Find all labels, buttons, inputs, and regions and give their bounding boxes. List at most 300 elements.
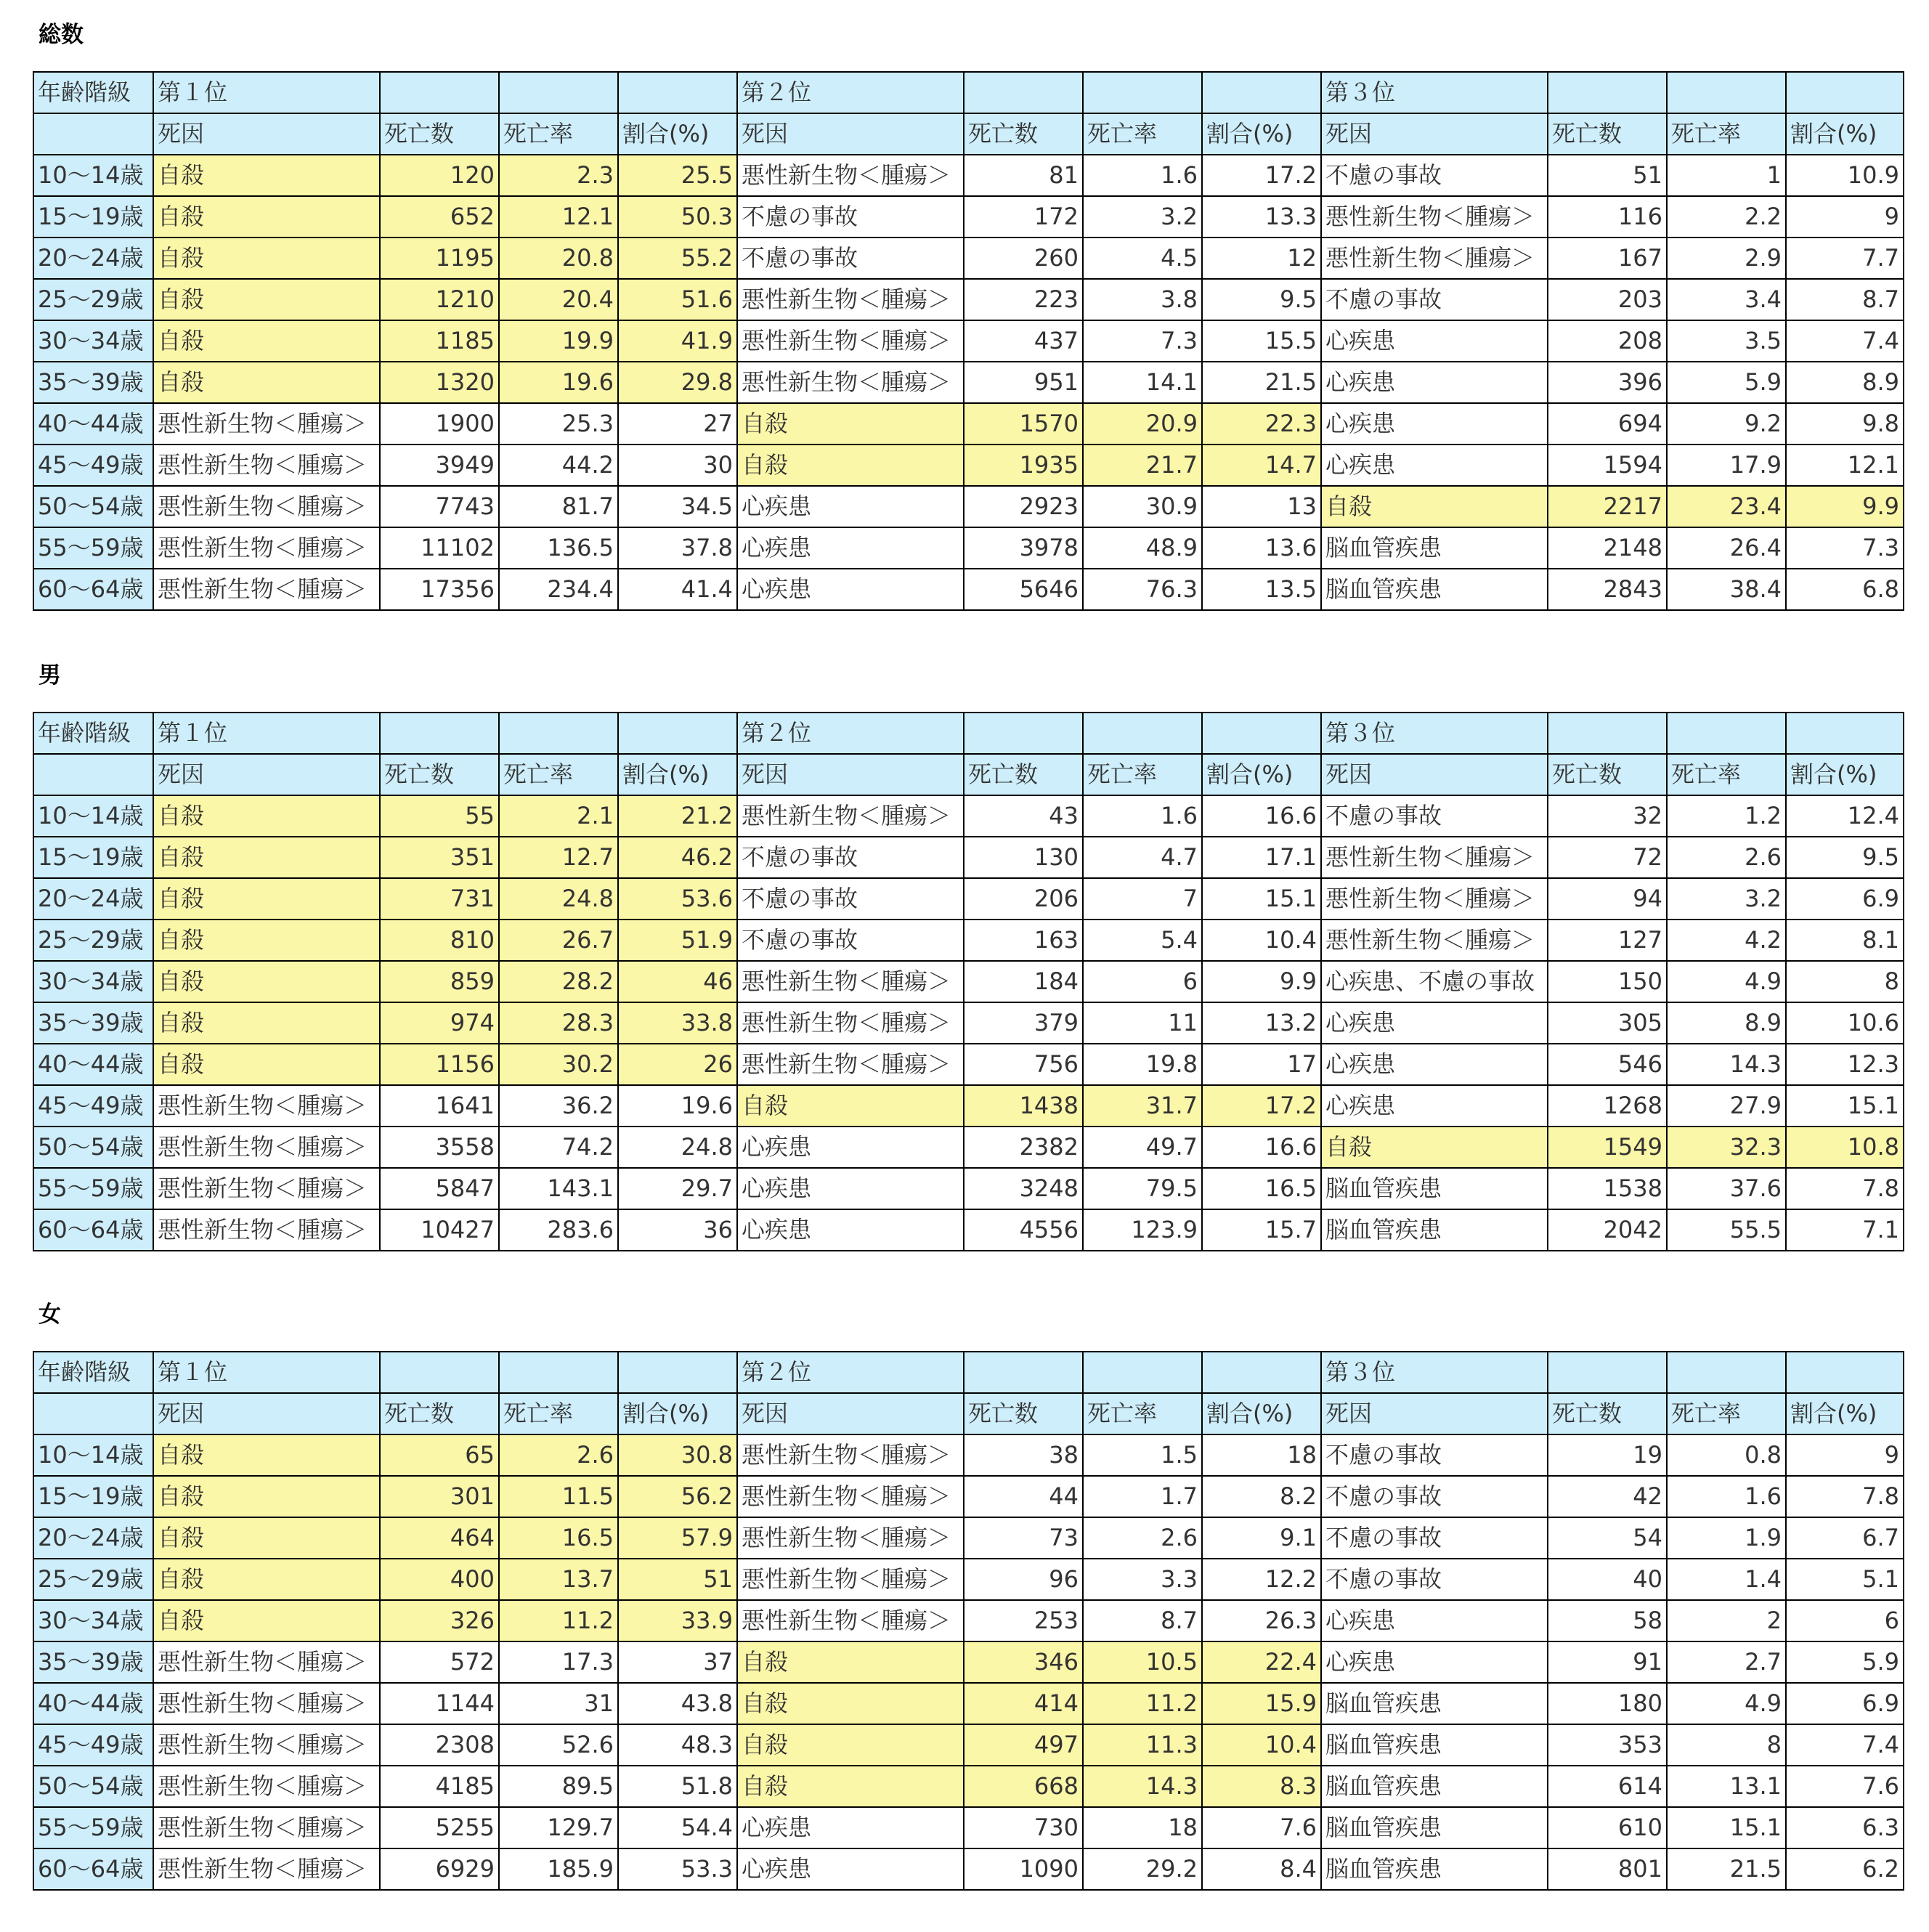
deaths-cell[interactable]: 223 bbox=[964, 279, 1083, 320]
percent-cell[interactable]: 33.8 bbox=[618, 1002, 737, 1044]
header-cell[interactable] bbox=[1667, 713, 1786, 754]
age-group-cell[interactable]: 60～64歳 bbox=[33, 569, 153, 610]
deaths-cell[interactable]: 5646 bbox=[964, 569, 1083, 610]
percent-cell[interactable]: 26 bbox=[618, 1044, 737, 1085]
deaths-cell[interactable]: 43 bbox=[964, 795, 1083, 837]
deaths-cell[interactable]: 1538 bbox=[1548, 1168, 1667, 1209]
percent-cell[interactable]: 9.5 bbox=[1202, 279, 1321, 320]
rate-cell[interactable]: 4.7 bbox=[1083, 837, 1202, 878]
percent-cell[interactable]: 51.9 bbox=[618, 920, 737, 961]
rate-cell[interactable]: 12.1 bbox=[499, 196, 618, 238]
rate-cell[interactable]: 3.2 bbox=[1083, 196, 1202, 238]
cause-cell[interactable]: 自殺 bbox=[153, 920, 380, 961]
cause-cell[interactable]: 不慮の事故 bbox=[1321, 155, 1548, 196]
deaths-cell[interactable]: 172 bbox=[964, 196, 1083, 238]
header-cell[interactable] bbox=[1786, 72, 1904, 113]
cause-cell[interactable]: 心疾患、不慮の事故 bbox=[1321, 961, 1548, 1002]
cause-cell[interactable]: 悪性新生物＜腫瘍＞ bbox=[1321, 878, 1548, 920]
rate-cell[interactable]: 74.2 bbox=[499, 1127, 618, 1168]
cause-cell[interactable]: 自殺 bbox=[737, 1683, 964, 1724]
percent-cell[interactable]: 8.4 bbox=[1202, 1848, 1321, 1890]
header-cell[interactable]: 割合(%) bbox=[618, 113, 737, 155]
percent-cell[interactable]: 15.5 bbox=[1202, 320, 1321, 362]
cause-cell[interactable]: 脳血管疾患 bbox=[1321, 527, 1548, 569]
percent-cell[interactable]: 6.8 bbox=[1786, 569, 1904, 610]
cause-cell[interactable]: 心疾患 bbox=[1321, 362, 1548, 403]
rate-cell[interactable]: 2.3 bbox=[499, 155, 618, 196]
header-cell[interactable]: 死亡率 bbox=[1667, 113, 1786, 155]
rate-cell[interactable]: 79.5 bbox=[1083, 1168, 1202, 1209]
header-cell[interactable]: 死因 bbox=[737, 113, 964, 155]
percent-cell[interactable]: 7.6 bbox=[1786, 1766, 1904, 1807]
rate-cell[interactable]: 19.9 bbox=[499, 320, 618, 362]
cause-cell[interactable]: 悪性新生物＜腫瘍＞ bbox=[153, 569, 380, 610]
header-cell[interactable]: 割合(%) bbox=[1202, 754, 1321, 795]
rate-cell[interactable]: 21.7 bbox=[1083, 445, 1202, 486]
rate-cell[interactable]: 4.9 bbox=[1667, 961, 1786, 1002]
rate-cell[interactable]: 26.4 bbox=[1667, 527, 1786, 569]
header-cell[interactable]: 年齢階級 bbox=[33, 713, 153, 754]
header-cell[interactable]: 割合(%) bbox=[1786, 1393, 1904, 1434]
age-group-cell[interactable]: 15～19歳 bbox=[33, 1476, 153, 1517]
age-group-cell[interactable]: 15～19歳 bbox=[33, 837, 153, 878]
percent-cell[interactable]: 55.2 bbox=[618, 238, 737, 279]
rate-cell[interactable]: 11.2 bbox=[1083, 1683, 1202, 1724]
deaths-cell[interactable]: 42 bbox=[1548, 1476, 1667, 1517]
percent-cell[interactable]: 12.2 bbox=[1202, 1559, 1321, 1600]
deaths-cell[interactable]: 167 bbox=[1548, 238, 1667, 279]
deaths-cell[interactable]: 1438 bbox=[964, 1085, 1083, 1127]
age-group-cell[interactable]: 15～19歳 bbox=[33, 196, 153, 238]
age-group-cell[interactable]: 50～54歳 bbox=[33, 486, 153, 527]
age-group-cell[interactable]: 10～14歳 bbox=[33, 795, 153, 837]
header-cell[interactable]: 死因 bbox=[1321, 1393, 1548, 1434]
deaths-cell[interactable]: 1320 bbox=[380, 362, 499, 403]
rate-cell[interactable]: 283.6 bbox=[499, 1209, 618, 1251]
rate-cell[interactable]: 2.6 bbox=[1667, 837, 1786, 878]
cause-cell[interactable]: 悪性新生物＜腫瘍＞ bbox=[153, 1168, 380, 1209]
deaths-cell[interactable]: 1570 bbox=[964, 403, 1083, 445]
percent-cell[interactable]: 25.5 bbox=[618, 155, 737, 196]
cause-cell[interactable]: 不慮の事故 bbox=[1321, 1476, 1548, 1517]
percent-cell[interactable]: 15.1 bbox=[1202, 878, 1321, 920]
deaths-cell[interactable]: 260 bbox=[964, 238, 1083, 279]
percent-cell[interactable]: 29.7 bbox=[618, 1168, 737, 1209]
header-cell[interactable]: 第２位 bbox=[737, 1352, 964, 1393]
header-cell[interactable] bbox=[499, 713, 618, 754]
header-cell[interactable]: 第２位 bbox=[737, 72, 964, 113]
cause-cell[interactable]: 心疾患 bbox=[737, 1127, 964, 1168]
deaths-cell[interactable]: 54 bbox=[1548, 1517, 1667, 1559]
percent-cell[interactable]: 14.7 bbox=[1202, 445, 1321, 486]
rate-cell[interactable]: 7 bbox=[1083, 878, 1202, 920]
rate-cell[interactable]: 1.5 bbox=[1083, 1434, 1202, 1476]
deaths-cell[interactable]: 180 bbox=[1548, 1683, 1667, 1724]
cause-cell[interactable]: 悪性新生物＜腫瘍＞ bbox=[153, 1848, 380, 1890]
deaths-cell[interactable]: 1195 bbox=[380, 238, 499, 279]
percent-cell[interactable]: 9 bbox=[1786, 196, 1904, 238]
header-cell[interactable]: 第１位 bbox=[153, 72, 380, 113]
cause-cell[interactable]: 悪性新生物＜腫瘍＞ bbox=[737, 1002, 964, 1044]
rate-cell[interactable]: 81.7 bbox=[499, 486, 618, 527]
cause-cell[interactable]: 悪性新生物＜腫瘍＞ bbox=[737, 961, 964, 1002]
deaths-cell[interactable]: 2382 bbox=[964, 1127, 1083, 1168]
header-cell[interactable]: 割合(%) bbox=[618, 754, 737, 795]
cause-cell[interactable]: 自殺 bbox=[153, 279, 380, 320]
percent-cell[interactable]: 10.9 bbox=[1786, 155, 1904, 196]
deaths-cell[interactable]: 668 bbox=[964, 1766, 1083, 1807]
cause-cell[interactable]: 自殺 bbox=[153, 196, 380, 238]
deaths-cell[interactable]: 10427 bbox=[380, 1209, 499, 1251]
percent-cell[interactable]: 46.2 bbox=[618, 837, 737, 878]
cause-cell[interactable]: 自殺 bbox=[153, 795, 380, 837]
header-cell[interactable] bbox=[380, 713, 499, 754]
percent-cell[interactable]: 29.8 bbox=[618, 362, 737, 403]
percent-cell[interactable]: 51.6 bbox=[618, 279, 737, 320]
deaths-cell[interactable]: 73 bbox=[964, 1517, 1083, 1559]
deaths-cell[interactable]: 163 bbox=[964, 920, 1083, 961]
cause-cell[interactable]: 自殺 bbox=[737, 1766, 964, 1807]
age-group-cell[interactable]: 35～39歳 bbox=[33, 362, 153, 403]
cause-cell[interactable]: 自殺 bbox=[153, 320, 380, 362]
deaths-cell[interactable]: 400 bbox=[380, 1559, 499, 1600]
age-group-cell[interactable]: 30～34歳 bbox=[33, 961, 153, 1002]
cause-cell[interactable]: 悪性新生物＜腫瘍＞ bbox=[737, 1600, 964, 1641]
rate-cell[interactable]: 4.2 bbox=[1667, 920, 1786, 961]
percent-cell[interactable]: 15.7 bbox=[1202, 1209, 1321, 1251]
header-cell[interactable]: 死因 bbox=[1321, 754, 1548, 795]
rate-cell[interactable]: 21.5 bbox=[1667, 1848, 1786, 1890]
cause-cell[interactable]: 悪性新生物＜腫瘍＞ bbox=[1321, 238, 1548, 279]
rate-cell[interactable]: 123.9 bbox=[1083, 1209, 1202, 1251]
rate-cell[interactable]: 30.2 bbox=[499, 1044, 618, 1085]
cause-cell[interactable]: 悪性新生物＜腫瘍＞ bbox=[153, 1807, 380, 1848]
rate-cell[interactable]: 2.9 bbox=[1667, 238, 1786, 279]
header-cell[interactable]: 死亡率 bbox=[499, 1393, 618, 1434]
deaths-cell[interactable]: 96 bbox=[964, 1559, 1083, 1600]
age-group-cell[interactable]: 45～49歳 bbox=[33, 1724, 153, 1766]
percent-cell[interactable]: 7.6 bbox=[1202, 1807, 1321, 1848]
deaths-cell[interactable]: 72 bbox=[1548, 837, 1667, 878]
header-cell[interactable] bbox=[618, 713, 737, 754]
cause-cell[interactable]: 自殺 bbox=[153, 1559, 380, 1600]
deaths-cell[interactable]: 206 bbox=[964, 878, 1083, 920]
percent-cell[interactable]: 7.4 bbox=[1786, 1724, 1904, 1766]
deaths-cell[interactable]: 3558 bbox=[380, 1127, 499, 1168]
header-cell[interactable] bbox=[499, 1352, 618, 1393]
percent-cell[interactable]: 51 bbox=[618, 1559, 737, 1600]
deaths-cell[interactable]: 1156 bbox=[380, 1044, 499, 1085]
rate-cell[interactable]: 3.3 bbox=[1083, 1559, 1202, 1600]
rate-cell[interactable]: 9.2 bbox=[1667, 403, 1786, 445]
deaths-cell[interactable]: 2843 bbox=[1548, 569, 1667, 610]
cause-cell[interactable]: 自殺 bbox=[153, 1476, 380, 1517]
percent-cell[interactable]: 48.3 bbox=[618, 1724, 737, 1766]
deaths-cell[interactable]: 40 bbox=[1548, 1559, 1667, 1600]
deaths-cell[interactable]: 5847 bbox=[380, 1168, 499, 1209]
cause-cell[interactable]: 自殺 bbox=[153, 837, 380, 878]
cause-cell[interactable]: 悪性新生物＜腫瘍＞ bbox=[737, 155, 964, 196]
deaths-cell[interactable]: 2042 bbox=[1548, 1209, 1667, 1251]
percent-cell[interactable]: 6.7 bbox=[1786, 1517, 1904, 1559]
age-group-cell[interactable]: 25～29歳 bbox=[33, 1559, 153, 1600]
deaths-cell[interactable]: 203 bbox=[1548, 279, 1667, 320]
rate-cell[interactable]: 26.7 bbox=[499, 920, 618, 961]
header-cell[interactable]: 死亡数 bbox=[1548, 1393, 1667, 1434]
deaths-cell[interactable]: 208 bbox=[1548, 320, 1667, 362]
cause-cell[interactable]: 自殺 bbox=[153, 1044, 380, 1085]
header-cell[interactable] bbox=[618, 72, 737, 113]
deaths-cell[interactable]: 614 bbox=[1548, 1766, 1667, 1807]
rate-cell[interactable]: 16.5 bbox=[499, 1517, 618, 1559]
cause-cell[interactable]: 脳血管疾患 bbox=[1321, 1848, 1548, 1890]
header-cell[interactable]: 死亡率 bbox=[1083, 754, 1202, 795]
header-cell[interactable] bbox=[1202, 1352, 1321, 1393]
header-cell[interactable]: 第１位 bbox=[153, 713, 380, 754]
deaths-cell[interactable]: 1900 bbox=[380, 403, 499, 445]
rate-cell[interactable]: 2 bbox=[1667, 1600, 1786, 1641]
rate-cell[interactable]: 25.3 bbox=[499, 403, 618, 445]
rate-cell[interactable]: 6 bbox=[1083, 961, 1202, 1002]
cause-cell[interactable]: 心疾患 bbox=[737, 569, 964, 610]
cause-cell[interactable]: 心疾患 bbox=[1321, 445, 1548, 486]
percent-cell[interactable]: 43.8 bbox=[618, 1683, 737, 1724]
percent-cell[interactable]: 8.1 bbox=[1786, 920, 1904, 961]
deaths-cell[interactable]: 130 bbox=[964, 837, 1083, 878]
percent-cell[interactable]: 41.4 bbox=[618, 569, 737, 610]
rate-cell[interactable]: 14.1 bbox=[1083, 362, 1202, 403]
rate-cell[interactable]: 1 bbox=[1667, 155, 1786, 196]
rate-cell[interactable]: 28.3 bbox=[499, 1002, 618, 1044]
age-group-cell[interactable]: 20～24歳 bbox=[33, 1517, 153, 1559]
cause-cell[interactable]: 脳血管疾患 bbox=[1321, 1168, 1548, 1209]
header-cell[interactable]: 死亡率 bbox=[499, 113, 618, 155]
age-group-cell[interactable]: 55～59歳 bbox=[33, 1807, 153, 1848]
header-cell[interactable] bbox=[380, 72, 499, 113]
cause-cell[interactable]: 自殺 bbox=[153, 1002, 380, 1044]
deaths-cell[interactable]: 379 bbox=[964, 1002, 1083, 1044]
header-cell[interactable]: 第１位 bbox=[153, 1352, 380, 1393]
deaths-cell[interactable]: 730 bbox=[964, 1807, 1083, 1848]
rate-cell[interactable]: 8 bbox=[1667, 1724, 1786, 1766]
cause-cell[interactable]: 悪性新生物＜腫瘍＞ bbox=[153, 1766, 380, 1807]
deaths-cell[interactable]: 437 bbox=[964, 320, 1083, 362]
percent-cell[interactable]: 7.7 bbox=[1786, 238, 1904, 279]
rate-cell[interactable]: 20.9 bbox=[1083, 403, 1202, 445]
percent-cell[interactable]: 9 bbox=[1786, 1434, 1904, 1476]
deaths-cell[interactable]: 5255 bbox=[380, 1807, 499, 1848]
percent-cell[interactable]: 10.4 bbox=[1202, 1724, 1321, 1766]
rate-cell[interactable]: 48.9 bbox=[1083, 527, 1202, 569]
percent-cell[interactable]: 7.8 bbox=[1786, 1168, 1904, 1209]
percent-cell[interactable]: 26.3 bbox=[1202, 1600, 1321, 1641]
cause-cell[interactable]: 自殺 bbox=[153, 155, 380, 196]
header-cell[interactable] bbox=[499, 72, 618, 113]
rate-cell[interactable]: 1.4 bbox=[1667, 1559, 1786, 1600]
percent-cell[interactable]: 5.1 bbox=[1786, 1559, 1904, 1600]
rate-cell[interactable]: 15.1 bbox=[1667, 1807, 1786, 1848]
cause-cell[interactable]: 悪性新生物＜腫瘍＞ bbox=[737, 1517, 964, 1559]
deaths-cell[interactable]: 974 bbox=[380, 1002, 499, 1044]
percent-cell[interactable]: 12 bbox=[1202, 238, 1321, 279]
age-group-cell[interactable]: 40～44歳 bbox=[33, 1044, 153, 1085]
cause-cell[interactable]: 悪性新生物＜腫瘍＞ bbox=[737, 1434, 964, 1476]
cause-cell[interactable]: 悪性新生物＜腫瘍＞ bbox=[153, 1641, 380, 1683]
percent-cell[interactable]: 8.2 bbox=[1202, 1476, 1321, 1517]
header-cell[interactable] bbox=[964, 1352, 1083, 1393]
percent-cell[interactable]: 18 bbox=[1202, 1434, 1321, 1476]
deaths-cell[interactable]: 326 bbox=[380, 1600, 499, 1641]
cause-cell[interactable]: 悪性新生物＜腫瘍＞ bbox=[1321, 196, 1548, 238]
age-group-cell[interactable]: 10～14歳 bbox=[33, 155, 153, 196]
deaths-cell[interactable]: 51 bbox=[1548, 155, 1667, 196]
cause-cell[interactable]: 心疾患 bbox=[737, 1168, 964, 1209]
header-cell[interactable]: 死因 bbox=[1321, 113, 1548, 155]
percent-cell[interactable]: 9.1 bbox=[1202, 1517, 1321, 1559]
deaths-cell[interactable]: 810 bbox=[380, 920, 499, 961]
percent-cell[interactable]: 8 bbox=[1786, 961, 1904, 1002]
percent-cell[interactable]: 24.8 bbox=[618, 1127, 737, 1168]
rate-cell[interactable]: 2.6 bbox=[1083, 1517, 1202, 1559]
header-cell[interactable] bbox=[33, 754, 153, 795]
header-cell[interactable] bbox=[33, 1393, 153, 1434]
percent-cell[interactable]: 41.9 bbox=[618, 320, 737, 362]
deaths-cell[interactable]: 3978 bbox=[964, 527, 1083, 569]
percent-cell[interactable]: 53.3 bbox=[618, 1848, 737, 1890]
percent-cell[interactable]: 5.9 bbox=[1786, 1641, 1904, 1683]
percent-cell[interactable]: 22.3 bbox=[1202, 403, 1321, 445]
percent-cell[interactable]: 37.8 bbox=[618, 527, 737, 569]
rate-cell[interactable]: 38.4 bbox=[1667, 569, 1786, 610]
deaths-cell[interactable]: 1641 bbox=[380, 1085, 499, 1127]
cause-cell[interactable]: 心疾患 bbox=[1321, 1085, 1548, 1127]
age-group-cell[interactable]: 55～59歳 bbox=[33, 527, 153, 569]
percent-cell[interactable]: 54.4 bbox=[618, 1807, 737, 1848]
rate-cell[interactable]: 14.3 bbox=[1083, 1766, 1202, 1807]
header-cell[interactable] bbox=[1786, 713, 1904, 754]
cause-cell[interactable]: 脳血管疾患 bbox=[1321, 1724, 1548, 1766]
rate-cell[interactable]: 89.5 bbox=[499, 1766, 618, 1807]
percent-cell[interactable]: 16.6 bbox=[1202, 795, 1321, 837]
percent-cell[interactable]: 17 bbox=[1202, 1044, 1321, 1085]
rate-cell[interactable]: 11.2 bbox=[499, 1600, 618, 1641]
deaths-cell[interactable]: 1268 bbox=[1548, 1085, 1667, 1127]
deaths-cell[interactable]: 756 bbox=[964, 1044, 1083, 1085]
age-group-cell[interactable]: 20～24歳 bbox=[33, 878, 153, 920]
age-group-cell[interactable]: 45～49歳 bbox=[33, 445, 153, 486]
rate-cell[interactable]: 8.7 bbox=[1083, 1600, 1202, 1641]
percent-cell[interactable]: 50.3 bbox=[618, 196, 737, 238]
header-cell[interactable]: 死因 bbox=[153, 113, 380, 155]
age-group-cell[interactable]: 60～64歳 bbox=[33, 1848, 153, 1890]
cause-cell[interactable]: 心疾患 bbox=[1321, 1044, 1548, 1085]
header-cell[interactable]: 死亡数 bbox=[1548, 754, 1667, 795]
cause-cell[interactable]: 心疾患 bbox=[737, 527, 964, 569]
cause-cell[interactable]: 心疾患 bbox=[1321, 1600, 1548, 1641]
cause-cell[interactable]: 心疾患 bbox=[1321, 1641, 1548, 1683]
percent-cell[interactable]: 36 bbox=[618, 1209, 737, 1251]
rate-cell[interactable]: 2.2 bbox=[1667, 196, 1786, 238]
rate-cell[interactable]: 1.7 bbox=[1083, 1476, 1202, 1517]
percent-cell[interactable]: 7.4 bbox=[1786, 320, 1904, 362]
percent-cell[interactable]: 53.6 bbox=[618, 878, 737, 920]
deaths-cell[interactable]: 2148 bbox=[1548, 527, 1667, 569]
cause-cell[interactable]: 悪性新生物＜腫瘍＞ bbox=[153, 1085, 380, 1127]
cause-cell[interactable]: 悪性新生物＜腫瘍＞ bbox=[737, 320, 964, 362]
percent-cell[interactable]: 9.9 bbox=[1786, 486, 1904, 527]
rate-cell[interactable]: 13.1 bbox=[1667, 1766, 1786, 1807]
header-cell[interactable]: 死亡数 bbox=[380, 754, 499, 795]
cause-cell[interactable]: 不慮の事故 bbox=[1321, 1517, 1548, 1559]
cause-cell[interactable]: 心疾患 bbox=[1321, 320, 1548, 362]
deaths-cell[interactable]: 1090 bbox=[964, 1848, 1083, 1890]
rate-cell[interactable]: 23.4 bbox=[1667, 486, 1786, 527]
cause-cell[interactable]: 悪性新生物＜腫瘍＞ bbox=[153, 486, 380, 527]
cause-cell[interactable]: 脳血管疾患 bbox=[1321, 1766, 1548, 1807]
cause-cell[interactable]: 不慮の事故 bbox=[737, 196, 964, 238]
cause-cell[interactable]: 不慮の事故 bbox=[737, 920, 964, 961]
deaths-cell[interactable]: 951 bbox=[964, 362, 1083, 403]
percent-cell[interactable]: 7.1 bbox=[1786, 1209, 1904, 1251]
percent-cell[interactable]: 12.1 bbox=[1786, 445, 1904, 486]
rate-cell[interactable]: 44.2 bbox=[499, 445, 618, 486]
header-cell[interactable]: 死亡数 bbox=[380, 1393, 499, 1434]
percent-cell[interactable]: 13 bbox=[1202, 486, 1321, 527]
percent-cell[interactable]: 8.3 bbox=[1202, 1766, 1321, 1807]
header-cell[interactable] bbox=[1548, 1352, 1667, 1393]
deaths-cell[interactable]: 65 bbox=[380, 1434, 499, 1476]
deaths-cell[interactable]: 464 bbox=[380, 1517, 499, 1559]
percent-cell[interactable]: 21.2 bbox=[618, 795, 737, 837]
percent-cell[interactable]: 33.9 bbox=[618, 1600, 737, 1641]
header-cell[interactable] bbox=[1667, 1352, 1786, 1393]
header-cell[interactable]: 第３位 bbox=[1321, 713, 1548, 754]
header-cell[interactable] bbox=[618, 1352, 737, 1393]
rate-cell[interactable]: 30.9 bbox=[1083, 486, 1202, 527]
deaths-cell[interactable]: 55 bbox=[380, 795, 499, 837]
header-cell[interactable] bbox=[1786, 1352, 1904, 1393]
cause-cell[interactable]: 悪性新生物＜腫瘍＞ bbox=[1321, 837, 1548, 878]
deaths-cell[interactable]: 19 bbox=[1548, 1434, 1667, 1476]
percent-cell[interactable]: 15.1 bbox=[1786, 1085, 1904, 1127]
cause-cell[interactable]: 自殺 bbox=[737, 1641, 964, 1683]
rate-cell[interactable]: 136.5 bbox=[499, 527, 618, 569]
percent-cell[interactable]: 16.6 bbox=[1202, 1127, 1321, 1168]
rate-cell[interactable]: 28.2 bbox=[499, 961, 618, 1002]
rate-cell[interactable]: 4.9 bbox=[1667, 1683, 1786, 1724]
header-cell[interactable]: 死亡率 bbox=[499, 754, 618, 795]
rate-cell[interactable]: 2.7 bbox=[1667, 1641, 1786, 1683]
cause-cell[interactable]: 心疾患 bbox=[737, 486, 964, 527]
percent-cell[interactable]: 6 bbox=[1786, 1600, 1904, 1641]
age-group-cell[interactable]: 30～34歳 bbox=[33, 1600, 153, 1641]
rate-cell[interactable]: 1.2 bbox=[1667, 795, 1786, 837]
percent-cell[interactable]: 30.8 bbox=[618, 1434, 737, 1476]
cause-cell[interactable]: 悪性新生物＜腫瘍＞ bbox=[153, 1209, 380, 1251]
deaths-cell[interactable]: 353 bbox=[1548, 1724, 1667, 1766]
cause-cell[interactable]: 悪性新生物＜腫瘍＞ bbox=[737, 362, 964, 403]
age-group-cell[interactable]: 50～54歳 bbox=[33, 1127, 153, 1168]
cause-cell[interactable]: 悪性新生物＜腫瘍＞ bbox=[737, 1476, 964, 1517]
deaths-cell[interactable]: 2217 bbox=[1548, 486, 1667, 527]
deaths-cell[interactable]: 44 bbox=[964, 1476, 1083, 1517]
cause-cell[interactable]: 自殺 bbox=[153, 238, 380, 279]
percent-cell[interactable]: 51.8 bbox=[618, 1766, 737, 1807]
rate-cell[interactable]: 7.3 bbox=[1083, 320, 1202, 362]
deaths-cell[interactable]: 731 bbox=[380, 878, 499, 920]
rate-cell[interactable]: 76.3 bbox=[1083, 569, 1202, 610]
rate-cell[interactable]: 11 bbox=[1083, 1002, 1202, 1044]
